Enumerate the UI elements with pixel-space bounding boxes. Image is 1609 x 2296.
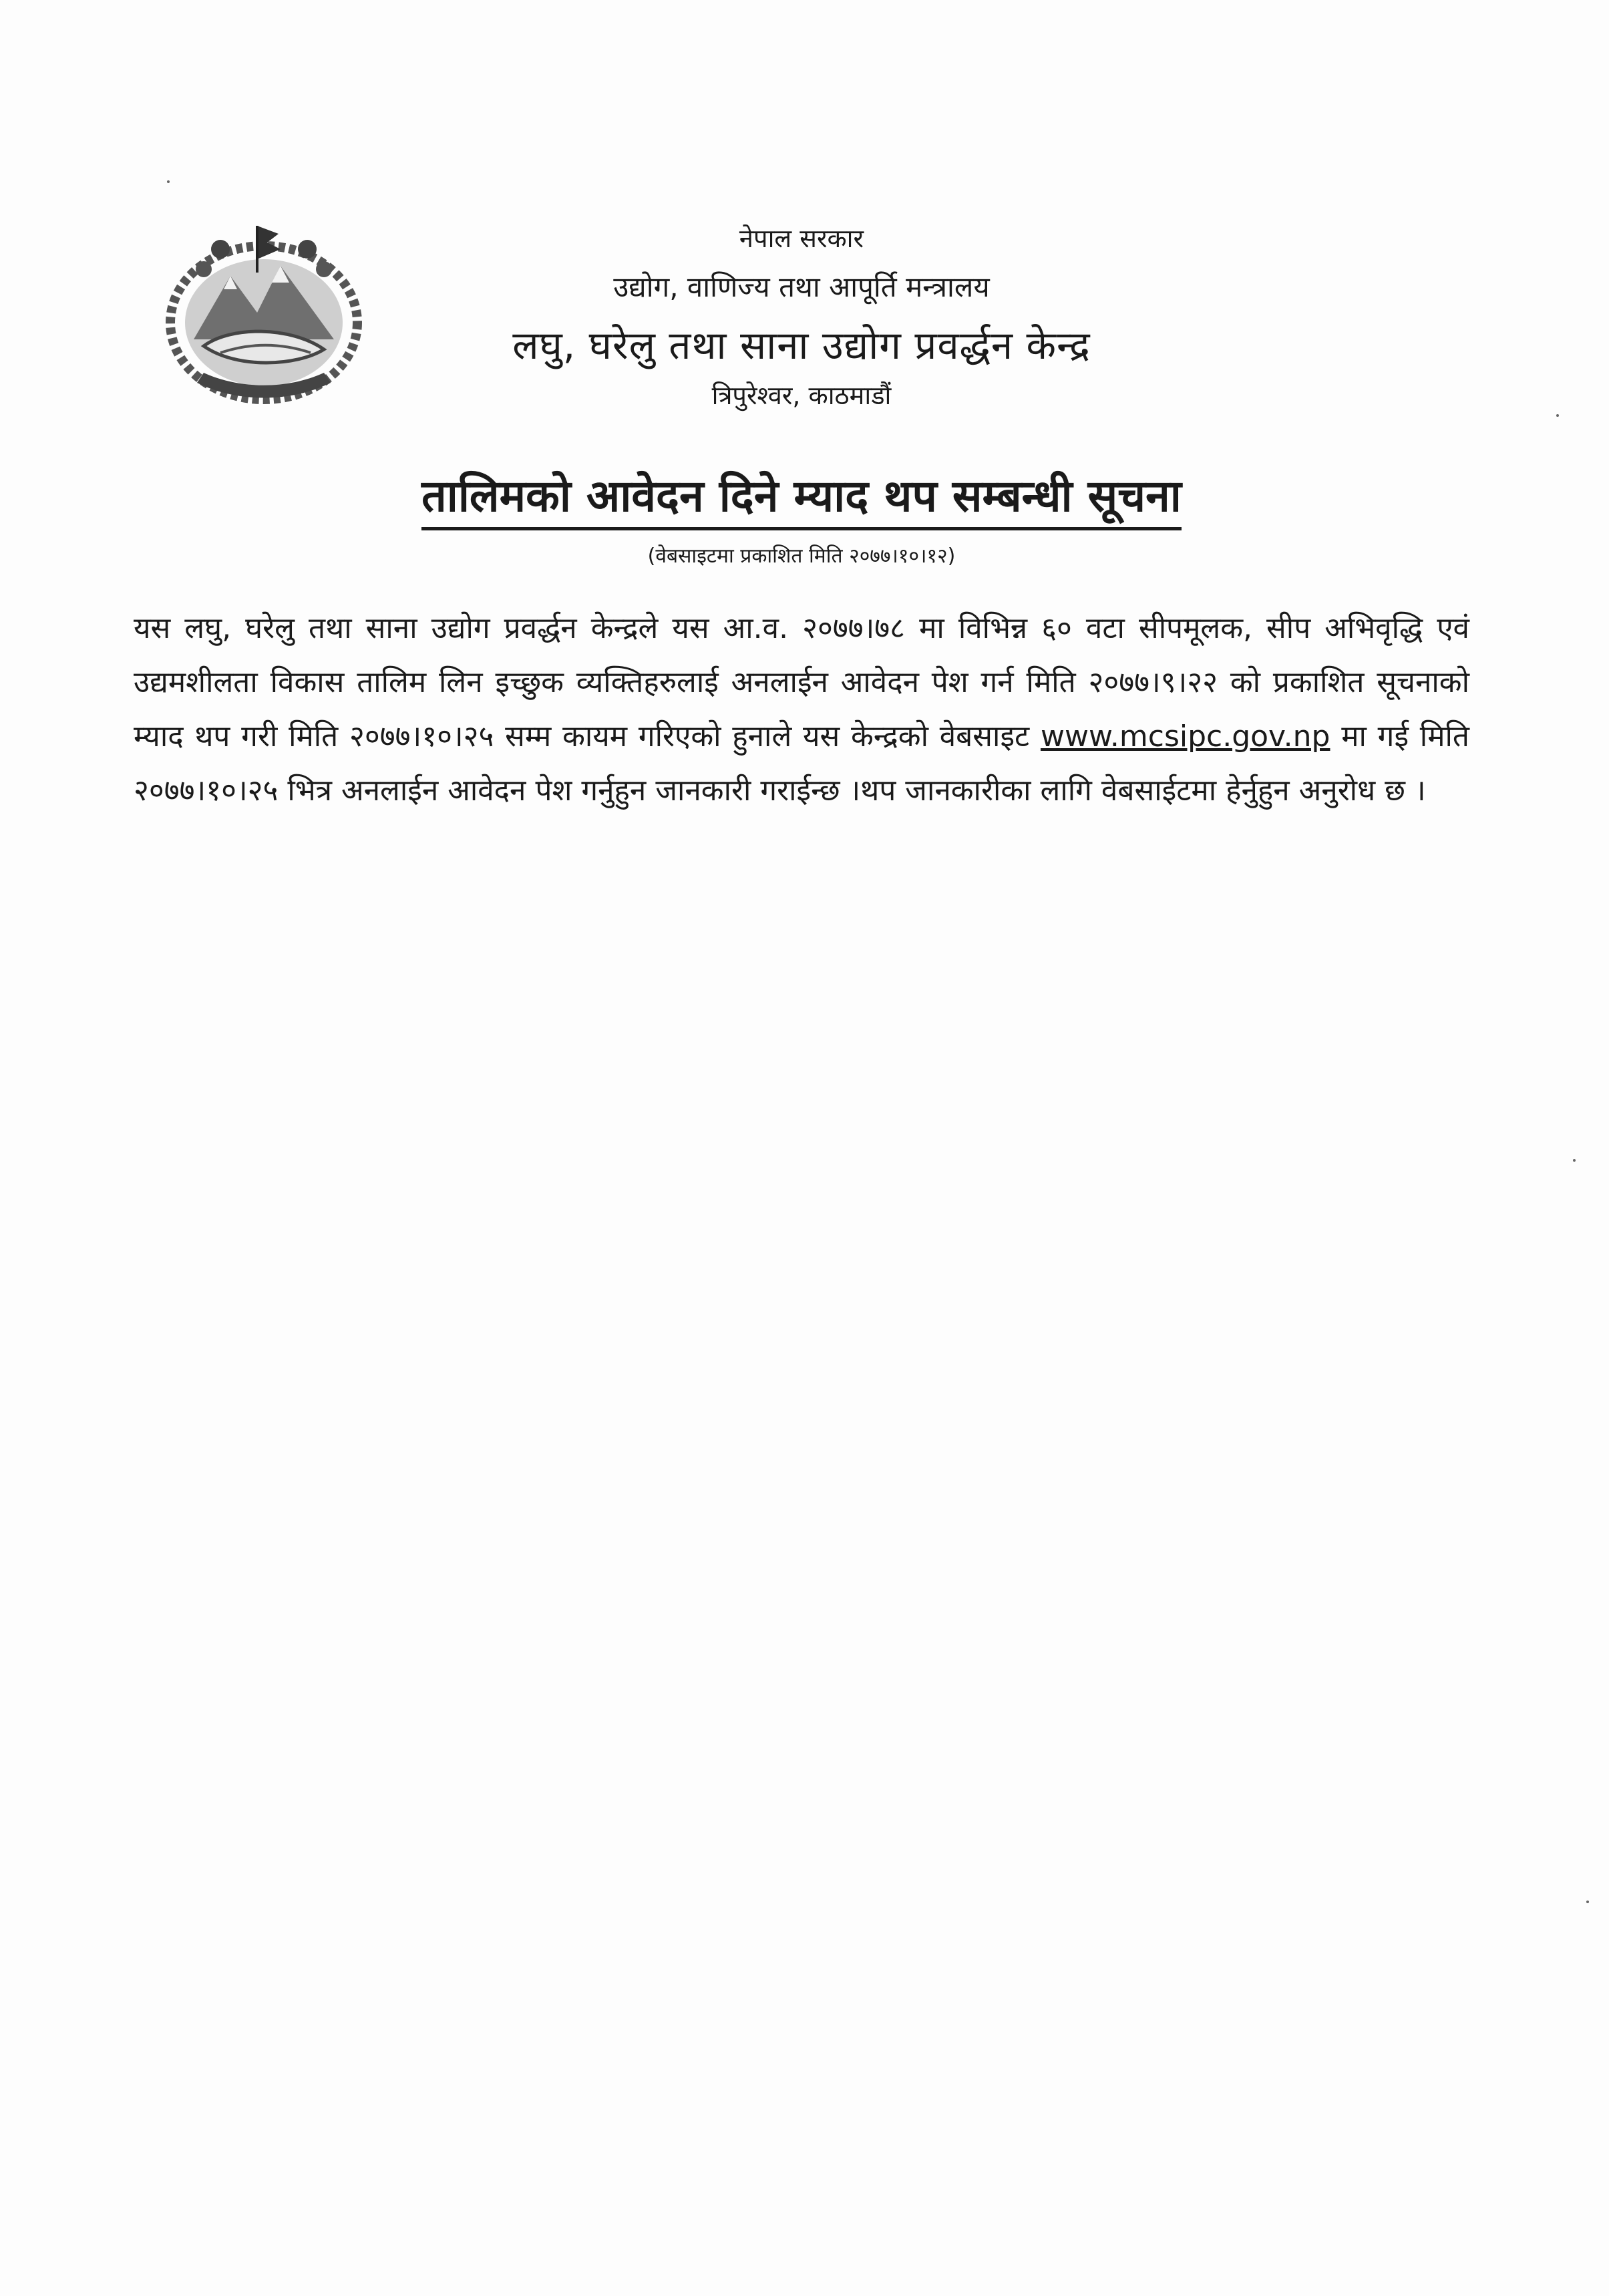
notice-body-part2: मा गई मिति २०७७।१०।२५ भित्र अनलाईन आवेदन पेश गर्नुहुन जानकारी गराईन्छ ।थप जानकारीका लागि वेबसाईटमा हेर्नुहुन अनुरोध छ ।: [134, 719, 1469, 808]
nepal-government-emblem-icon: [157, 212, 371, 413]
header-address: त्रिपुरेश्वर, काठमाडौं: [711, 381, 892, 410]
notice-body-part1: यस लघु, घरेलु तथा साना उद्योग प्रवर्द्धन केन्द्रले यस आ.व. २०७७।७८ मा विभिन्न ६० वटा सीपमूलक, सीप अभिवृद्धि एवं उद्यमशीलता विकास तालिम लिन इच्छुक व्यक्तिहरुलाई अनलाईन आवेदन पेश गर्न मिति २०७७।९।२२ को प्रकाशित सूचनाको म्याद थप गरी मिति २०७७।१०।२५ सम्म कायम गरिएको हुनाले यस केन्द्रको वेबसाइट: [134, 611, 1469, 754]
scan-speck: [167, 180, 170, 183]
scan-speck: [1586, 1901, 1589, 1903]
notice-title-text: तालिमको आवेदन दिने म्याद थप सम्बन्धी सूचना: [421, 470, 1182, 530]
notice-body: [134, 601, 1469, 818]
header-government: नेपाल सरकार: [739, 224, 864, 253]
scan-speck: [1556, 414, 1559, 417]
header-office-name: लघु, घरेलु तथा साना उद्योग प्रवर्द्धन केन्द्र: [512, 323, 1091, 368]
publish-date: (वेबसाइटमा प्रकाशित मिति २०७७।१०।१२): [647, 544, 956, 568]
scan-speck: [1573, 1159, 1576, 1162]
website-link[interactable]: www.mcsipc.gov.np: [1040, 719, 1330, 754]
header-ministry: उद्योग, वाणिज्य तथा आपूर्ति मन्त्रालय: [613, 271, 990, 303]
notice-title: [267, 464, 1336, 524]
